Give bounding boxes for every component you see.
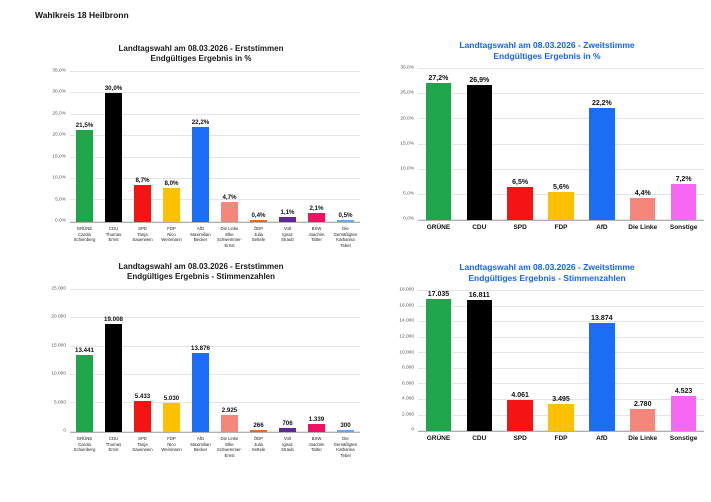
bar-slot [500,69,541,220]
bars [418,69,704,220]
x-axis-label: FDP [554,435,568,443]
bar-die-gem-igten [337,220,354,222]
x-axis-label: FDP [554,224,568,232]
y-axis-tick-label: 15.000 [51,343,66,349]
bar-slot [500,291,541,431]
x-axis-label: CDU Thomas Ernst [105,435,122,453]
x-axis-label: AfD Maximilian Becker [190,225,211,243]
y-axis-tick-label: 25,0% [400,90,414,96]
y-axis-tick-label: 5,0% [55,196,66,202]
x-axis-label: FDP Nico Weinmann [161,225,182,243]
bar-fdp [548,192,573,220]
y-axis-tick-label: 20.000 [51,314,66,320]
bar-slot [215,72,244,222]
x-axis-label: Die Gemäßigten Katharina Tebel [333,225,358,249]
x-axis-label: Sonstige [669,224,698,232]
bars [70,290,360,432]
bar-afd [192,353,209,432]
y-axis-tick-label: 25.000 [51,286,66,292]
bar-value-label: 13.874 [591,315,613,323]
plot-grid-area [52,68,360,224]
bar-slot [663,291,704,431]
x-axis-label: SPD Tanja Sauerwein [132,435,153,453]
bar-slot [128,72,157,222]
chart-zweitstimme-stimmenzahlen [388,262,706,444]
bar-value-label: 1.339 [308,416,325,424]
y-axis-tick-label: 16.000 [399,303,414,309]
bar-slot [99,72,128,222]
bar-slot [541,69,582,220]
plot-area [52,68,360,224]
y-axis-tick-label: 20,0% [52,132,66,138]
bar-slot [302,72,331,222]
bar-slot [418,69,459,220]
bar-die-linke [221,415,238,432]
x-axis-label: GRÜNE [426,224,451,232]
bar-slot [244,72,273,222]
bar-spd [134,401,151,432]
bar-cdu [105,93,122,222]
y-axis-tick-label: 30,0% [400,65,414,71]
chart-subtitle: Endgültiges Ergebnis - Stimmenzahlen [468,273,626,284]
bars [70,72,360,222]
bar-value-label: 8,0% [164,179,179,187]
y-axis-tick-label: 12.000 [399,334,414,340]
chart-subtitle: Endgültiges Ergebnis in % [150,54,252,64]
chart-erststimmen-stimmenzahlen [40,262,362,459]
bar-value-label: 4.523 [674,387,693,395]
x-axis-label: Volt Ignaz Straub [281,225,294,243]
plot-grid-area [400,65,704,222]
x-axis-label: ÖDP Julia Settele [251,435,266,453]
y-axis-tick-label: 30,0% [52,89,66,95]
bar-slot [273,290,302,432]
chart-title-line1: Landtagswahl am 08.03.2026 - Zweitstimme [459,40,635,50]
bar-fdp [163,188,180,222]
bar-value-label: 4.061 [511,391,529,399]
bar-value-label: 13.441 [75,347,94,355]
x-axis [70,226,360,249]
y-axis-tick-label: 15,0% [400,141,414,147]
y-axis-tick-label: 10,0% [52,175,66,181]
chart-erststimmen-prozent [40,44,362,249]
x-axis [418,435,704,444]
x-axis-label: GRÜNE Carola Schienberg [73,435,96,453]
bar-value-label: 8,7% [135,176,150,184]
bar-slot [99,290,128,432]
x-axis-label: AfD [596,435,608,443]
x-axis-label: SPD [513,224,527,232]
y-axis-tick-label: 0 [411,427,414,433]
bar-value-label: 4,7% [222,193,237,201]
chart-subtitle: Endgültiges Ergebnis - Stimmenzahlen [126,272,276,282]
bar-value-label: 300 [340,422,351,430]
bar-fdp [548,404,573,431]
bar-fdp [163,403,180,432]
bar-spd [507,187,532,220]
bar-value-label: 2.925 [221,407,238,415]
bar-slot [418,291,459,431]
bar-value-label: 5.433 [134,392,151,400]
bar-value-label: 4,4% [634,189,651,197]
x-axis-label: AfD [596,224,608,232]
bar-value-label: 2.780 [633,401,652,409]
bar-slot [186,72,215,222]
bar-slot [622,69,663,220]
bar-afd [589,323,614,431]
bar-value-label: 30,0% [104,85,123,93]
bar-slot [215,290,244,432]
x-axis-label: FDP Nico Weinmann [161,435,182,453]
bar-slot [459,291,500,431]
y-axis-tick-label: 0,0% [403,216,414,222]
bar-die-gem-igten [337,430,354,432]
bar-value-label: 26,9% [469,76,490,84]
chart-title [388,40,706,62]
bar-bsw [308,424,325,432]
x-axis-label: CDU Thomas Ernst [105,225,122,243]
bar-value-label: 13.876 [191,344,210,352]
y-axis-tick-label: 5,0% [403,191,414,197]
bar-spd [507,400,532,432]
chart-zweitstimme-prozent [388,40,706,233]
bar-value-label: 16.811 [468,292,490,300]
bar-value-label: 3.495 [552,395,570,403]
bar-afd [589,108,614,220]
bar-die-linke [630,198,655,220]
bar-afd [192,127,209,222]
y-axis-tick-label: 10,0% [400,166,414,172]
bar-slot [581,69,622,220]
bar-slot [186,290,215,432]
bar--dp [250,220,267,222]
bar-slot [622,291,663,431]
chart-title [388,262,706,284]
bar-gr-ne [76,130,93,222]
chart-title-line1: Landtagswahl am 08.03.2026 - Erststimmen [118,262,284,271]
bar-spd [134,185,151,222]
y-axis-tick-label: 4.000 [401,396,414,402]
x-axis [70,436,360,459]
chart-title [40,262,362,283]
bar--dp [250,430,267,432]
chart-title [40,44,362,65]
y-axis-tick-label: 0,0% [55,218,66,224]
x-axis-label: CDU [472,224,487,232]
bar-value-label: 5,6% [553,183,569,191]
plot-area [400,65,704,222]
plot-grid-area [399,287,704,433]
plot-grid-area [51,286,360,434]
x-axis-label: ÖDP Julia Settele [251,225,266,243]
bar-value-label: 17.035 [427,291,450,299]
bar-value-label: 1,1% [280,209,295,217]
bar-slot [302,290,331,432]
chart-title-line1: Landtagswahl am 08.03.2026 - Erststimmen [118,44,284,53]
y-axis-tick-label: 14.000 [399,318,414,324]
plot-area [51,286,360,434]
y-axis-tick-label: 10.000 [51,371,66,377]
bar-value-label: 27,2% [428,75,449,83]
bar-slot [128,290,157,432]
x-axis-label: BSW Joachim Tatter [308,435,325,453]
bar-slot [70,72,99,222]
bar-value-label: 19.008 [104,315,123,323]
bar-value-label: 2,1% [309,204,324,212]
page-title: Wahlkreis 18 Heilbronn [35,10,129,20]
bar-slot [244,290,273,432]
x-axis-label: Die Linke Elke Schwemmer- Ernst [216,225,243,249]
bar-slot [157,72,186,222]
bar-volt [279,217,296,222]
bar-cdu [467,300,492,431]
bar-slot [157,290,186,432]
bar-cdu [105,324,122,432]
x-axis-label: CDU [472,435,487,443]
y-axis-tick-label: 35,0% [52,68,66,74]
x-axis-label: AfD Maximilian Becker [190,435,211,453]
x-axis-label: GRÜNE [426,435,451,443]
bar-slot [331,72,360,222]
y-axis-tick-label: 2.000 [401,412,414,418]
bar-gr-ne [76,355,93,431]
bar-slot [459,69,500,220]
bar-slot [273,72,302,222]
y-axis-tick-label: 5.000 [53,399,66,405]
y-axis-tick-label: 25,0% [52,111,66,117]
plot-area [399,287,704,433]
y-axis-tick-label: 15,0% [52,154,66,160]
bar-value-label: 706 [282,419,293,427]
bar-sonstige [671,184,696,220]
bar-die-linke [630,409,655,431]
bar-slot [581,291,622,431]
x-axis-label: Sonstige [669,435,698,443]
bar-bsw [308,213,325,222]
bar-value-label: 7,2% [675,175,692,183]
x-axis-label: Die Gemäßigten Katharina Tebel [333,435,358,459]
bar-slot [663,69,704,220]
bar-sonstige [671,396,696,431]
bar-die-linke [221,202,238,222]
y-axis-tick-label: 8.000 [401,365,414,371]
bar-value-label: 0,4% [251,212,266,220]
bar-value-label: 266 [253,422,264,430]
bar-value-label: 21,5% [75,121,94,129]
x-axis [418,224,704,233]
bar-gr-ne [426,299,451,431]
y-axis-tick-label: 6.000 [401,381,414,387]
bar-value-label: 0,5% [338,211,353,219]
x-axis-label: Die Linke Elke Schwemmer- Ernst [216,435,243,459]
bars [418,291,704,431]
bar-value-label: 22,2% [591,100,612,108]
bar-value-label: 6,5% [512,179,529,187]
bar-volt [279,428,296,432]
y-axis-tick-label: 0 [63,428,66,434]
y-axis-tick-label: 10.000 [399,349,414,355]
x-axis-label: BSW Joachim Tatter [308,225,325,243]
bar-value-label: 22,2% [191,118,210,126]
chart-title-line1: Landtagswahl am 08.03.2026 - Zweitstimme [459,262,635,272]
x-axis-label: Die Linke [628,435,658,443]
x-axis-label: Volt Ignaz Straub [281,435,294,453]
bar-slot [541,291,582,431]
x-axis-label: GRÜNE Carola Schienberg [73,225,96,243]
chart-subtitle: Endgültiges Ergebnis in % [493,51,601,62]
bar-gr-ne [426,83,451,220]
x-axis-label: SPD [513,435,527,443]
bar-slot [331,290,360,432]
x-axis-label: Die Linke [628,224,658,232]
y-axis-tick-label: 20,0% [400,116,414,122]
bar-slot [70,290,99,432]
y-axis-tick-label: 18.000 [399,287,414,293]
bar-cdu [467,85,492,220]
bar-value-label: 5.030 [163,395,180,403]
x-axis-label: SPD Tanja Sauerwein [132,225,153,243]
